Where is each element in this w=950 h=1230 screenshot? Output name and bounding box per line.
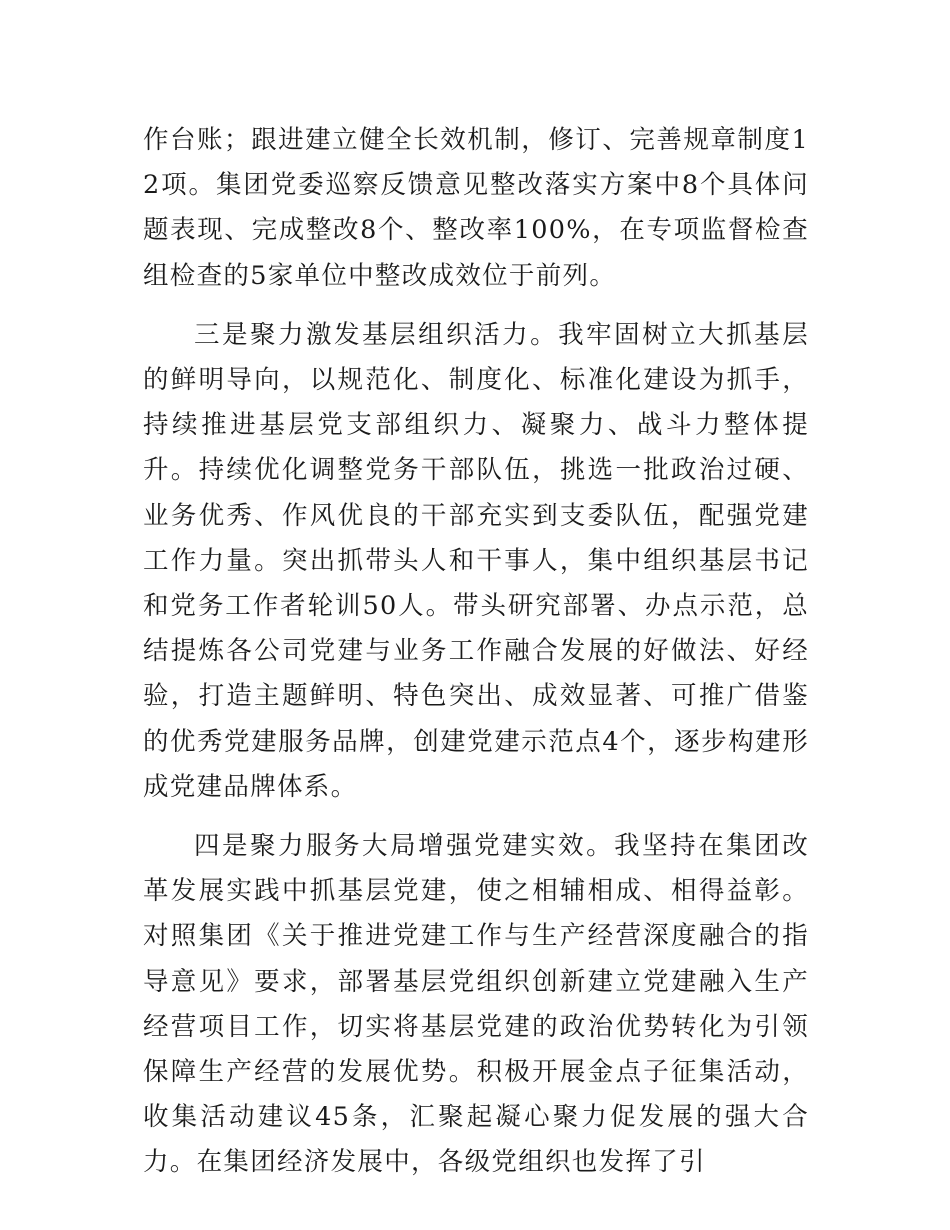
paragraph-serve-overall: 四是聚力服务大局增强党建实效。我坚持在集团改革发展实践中抓基层党建，使之相辅相成、相得益彰。对照集团《关于推进党建工作与生产经营深度融合的指导意见》要求，部署基层党组织创新建立党建融入生产经营项目工作，切实将基层党建的政治优势转化为引领保障生产经营的发展优势。积极开展金点子征集活动，收集活动建议45条，汇聚起凝心聚力促发展的强大合力。在集团经济发展中，各级党组织也发挥了引 <box>143 831 809 1178</box>
document-body <box>143 118 809 1186</box>
paragraph-continuation: 作台账；跟进建立健全长效机制，修订、完善规章制度12项。集团党委巡察反馈意见整改落实方案中8个具体问题表现、完成整改8个、整改率100%，在专项监督检查组检查的5家单位中整改成效位于前列。 <box>143 125 809 291</box>
paragraph-grassroots-vitality: 三是聚力激发基层组织活力。我牢固树立大抓基层的鲜明导向，以规范化、制度化、标准化建设为抓手，持续推进基层党支部组织力、凝聚力、战斗力整体提升。持续优化调整党务干部队伍，挑选一批政治过硬、业务优秀、作风优良的干部充实到支委队伍，配强党建工作力量。突出抓带头人和干事人，集中组织基层书记和党务工作者轮训50人。带头研究部署、办点示范，总结提炼各公司党建与业务工作融合发展的好做法、好经验，打造主题鲜明、特色突出、成效显著、可推广借鉴的优秀党建服务品牌，创建党建示范点4个，逐步构建形成党建品牌体系。 <box>143 319 809 802</box>
